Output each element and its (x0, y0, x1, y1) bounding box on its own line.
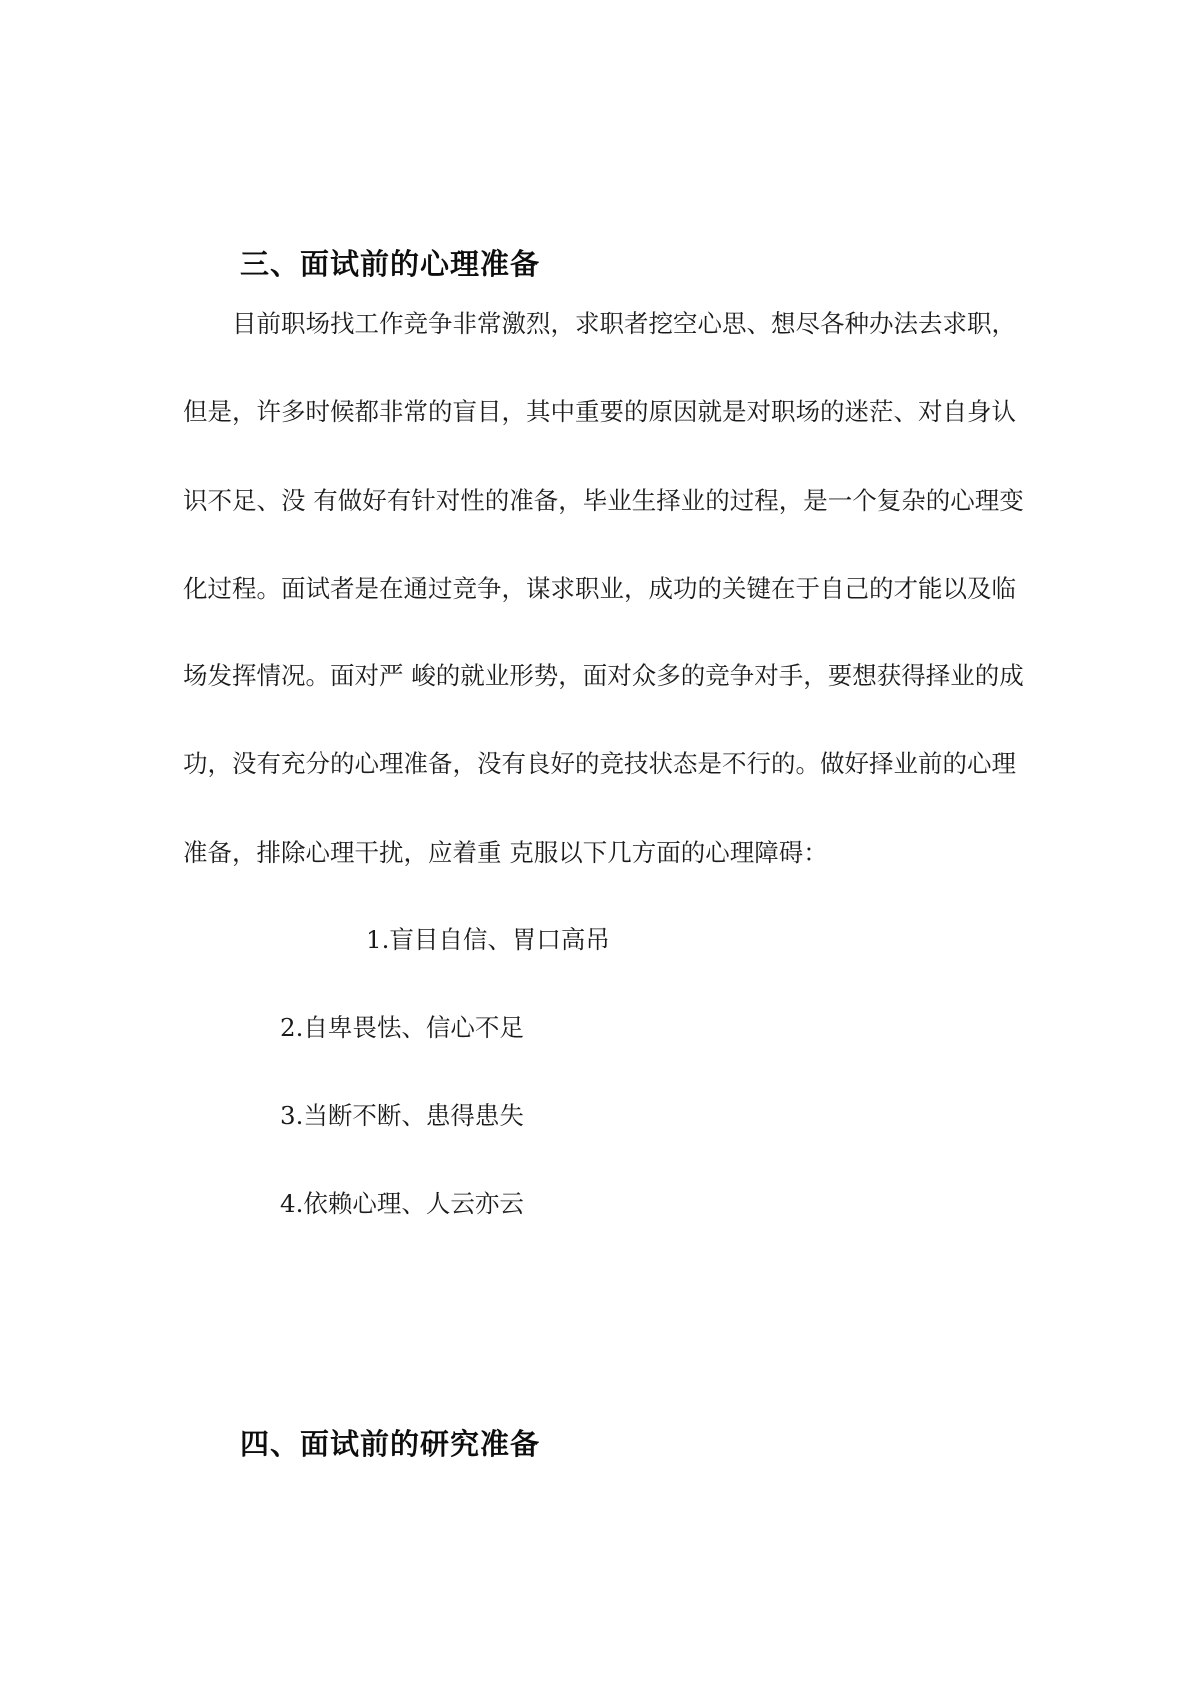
paragraph-line: 功，没有充分的心理准备，没有良好的竞技状态是不行的。做好择业前的心理 (183, 749, 1016, 778)
section-heading-psychological-preparation: 三、面试前的心理准备 (240, 247, 541, 281)
paragraph-line: 但是，许多时候都非常的盲目，其中重要的原因就是对职场的迷茫、对自身认 (183, 397, 1016, 426)
paragraph-line: 化过程。面试者是在通过竞争，谋求职业，成功的关键在于自己的才能以及临 (183, 574, 1016, 603)
paragraph-line: 准备，排除心理干扰，应着重 克服以下几方面的心理障碍： (183, 838, 828, 867)
paragraph-line: 目前职场找工作竞争非常激烈，求职者挖空心思、想尽各种办法去求职， (232, 309, 1016, 338)
list-item: 3.当断不断、患得患失 (280, 1101, 524, 1130)
list-item: 4.依赖心理、人云亦云 (280, 1189, 524, 1218)
paragraph-line: 场发挥情况。面对严 峻的就业形势，面对众多的竞争对手，要想获得择业的成 (183, 661, 1024, 690)
paragraph-line: 识不足、没 有做好有针对性的准备，毕业生择业的过程，是一个复杂的心理变 (183, 486, 1024, 515)
section-heading-research-preparation: 四、面试前的研究准备 (240, 1427, 541, 1461)
list-item: 2.自卑畏怯、信心不足 (280, 1013, 524, 1042)
list-item: 1.盲目自信、胃口高吊 (366, 925, 610, 954)
